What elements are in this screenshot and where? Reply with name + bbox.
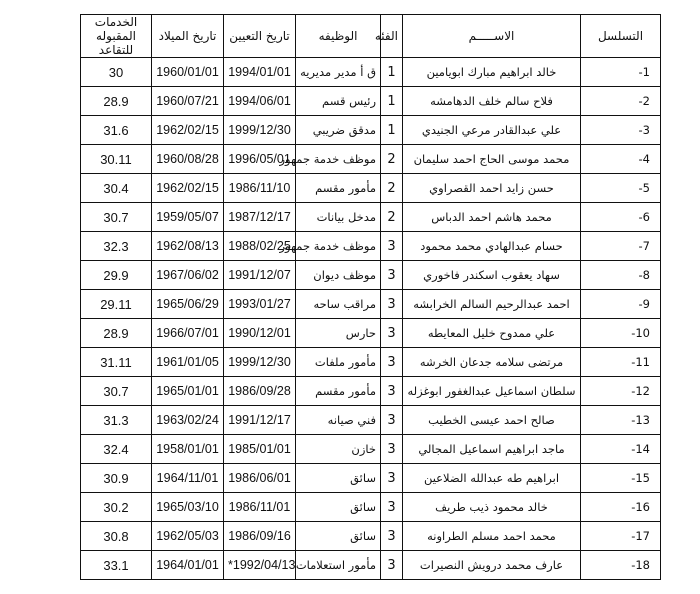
cell-birth-date: 1966/07/01 bbox=[152, 319, 224, 348]
cell-accepted-service: 30.7 bbox=[81, 377, 152, 406]
header-row bbox=[81, 15, 661, 58]
cell-birth-date: 1964/01/01 bbox=[152, 551, 224, 580]
cell-accepted-service: 33.1 bbox=[81, 551, 152, 580]
cell-birth-date: 1960/07/21 bbox=[152, 87, 224, 116]
cell-grade: 1 bbox=[381, 116, 403, 145]
cell-name: صالح احمد عيسى الخطيب bbox=[403, 406, 581, 435]
cell-accepted-service: 31.6 bbox=[81, 116, 152, 145]
cell-appointment-date: 1985/01/01 bbox=[224, 435, 296, 464]
cell-grade: 1 bbox=[381, 58, 403, 87]
table-row bbox=[81, 203, 661, 232]
table-row bbox=[81, 87, 661, 116]
cell-name: سهاد يعقوب اسكندر فاخوري bbox=[403, 261, 581, 290]
cell-seq: -6 bbox=[581, 203, 661, 232]
cell-appointment-date: 1996/05/01 bbox=[224, 145, 296, 174]
cell-name: محمد موسى الحاج احمد سليمان bbox=[403, 145, 581, 174]
header-service-line2: للتقاعد bbox=[98, 43, 134, 57]
table-row bbox=[81, 493, 661, 522]
cell-appointment-date: 1986/11/01 bbox=[224, 493, 296, 522]
cell-job: خازن bbox=[296, 435, 381, 464]
header-name: الاســـــم bbox=[403, 15, 581, 58]
cell-job: مأمور مقسم bbox=[296, 377, 381, 406]
table-row bbox=[81, 348, 661, 377]
cell-seq: -12 bbox=[581, 377, 661, 406]
cell-job: سائق bbox=[296, 522, 381, 551]
cell-appointment-date: 1990/12/01 bbox=[224, 319, 296, 348]
cell-name: خالد محمود ذيب طريف bbox=[403, 493, 581, 522]
cell-grade: 3 bbox=[381, 522, 403, 551]
cell-birth-date: 1960/01/01 bbox=[152, 58, 224, 87]
cell-name: محمد هاشم احمد الدباس bbox=[403, 203, 581, 232]
header-accepted-service bbox=[81, 15, 152, 58]
cell-name: علي ممدوح خليل المعايطه bbox=[403, 319, 581, 348]
cell-job: مأمور استعلامات bbox=[296, 551, 381, 580]
cell-name: ماجد ابراهيم اسماعيل المجالي bbox=[403, 435, 581, 464]
cell-seq: -11 bbox=[581, 348, 661, 377]
cell-name: محمد احمد مسلم الطراونه bbox=[403, 522, 581, 551]
cell-accepted-service: 31.11 bbox=[81, 348, 152, 377]
table-row bbox=[81, 290, 661, 319]
cell-appointment-date: 1991/12/17 bbox=[224, 406, 296, 435]
cell-grade: 3 bbox=[381, 377, 403, 406]
cell-name: سلطان اسماعيل عبدالغفور ابوغزله bbox=[403, 377, 581, 406]
cell-birth-date: 1960/08/28 bbox=[152, 145, 224, 174]
cell-appointment-date: 1994/06/01 bbox=[224, 87, 296, 116]
cell-grade: 3 bbox=[381, 551, 403, 580]
cell-job: مأمور ملفات bbox=[296, 348, 381, 377]
cell-grade: 3 bbox=[381, 348, 403, 377]
cell-seq: -10 bbox=[581, 319, 661, 348]
cell-accepted-service: 32.3 bbox=[81, 232, 152, 261]
table-row bbox=[81, 174, 661, 203]
cell-seq: -15 bbox=[581, 464, 661, 493]
table-body bbox=[81, 58, 661, 580]
cell-birth-date: 1958/01/01 bbox=[152, 435, 224, 464]
cell-seq: -8 bbox=[581, 261, 661, 290]
cell-accepted-service: 30 bbox=[81, 58, 152, 87]
table-row bbox=[81, 435, 661, 464]
cell-name: عارف محمد درويش النصيرات bbox=[403, 551, 581, 580]
cell-appointment-date: 1987/12/17 bbox=[224, 203, 296, 232]
cell-birth-date: 1959/05/07 bbox=[152, 203, 224, 232]
cell-job: مدقق ضريبي bbox=[296, 116, 381, 145]
cell-birth-date: 1967/06/02 bbox=[152, 261, 224, 290]
cell-appointment-date: 1999/12/30 bbox=[224, 116, 296, 145]
cell-birth-date: 1962/02/15 bbox=[152, 116, 224, 145]
cell-appointment-date: 1999/12/30 bbox=[224, 348, 296, 377]
table-row bbox=[81, 522, 661, 551]
table-row bbox=[81, 145, 661, 174]
table-row bbox=[81, 319, 661, 348]
cell-accepted-service: 29.9 bbox=[81, 261, 152, 290]
cell-accepted-service: 30.9 bbox=[81, 464, 152, 493]
cell-name: ابراهيم طه عبدالله الضلاعين bbox=[403, 464, 581, 493]
table-row bbox=[81, 464, 661, 493]
cell-name: حسن زايد احمد القصراوي bbox=[403, 174, 581, 203]
cell-job: فني صيانه bbox=[296, 406, 381, 435]
cell-appointment-date: 1986/06/01 bbox=[224, 464, 296, 493]
cell-birth-date: 1965/03/10 bbox=[152, 493, 224, 522]
cell-name: خالد ابراهيم مبارك ابويامين bbox=[403, 58, 581, 87]
cell-appointment-date: *1992/04/13 bbox=[224, 551, 296, 580]
cell-accepted-service: 30.7 bbox=[81, 203, 152, 232]
retirement-service-table bbox=[80, 14, 661, 580]
cell-grade: 3 bbox=[381, 464, 403, 493]
cell-seq: -5 bbox=[581, 174, 661, 203]
table-row bbox=[81, 116, 661, 145]
cell-birth-date: 1965/01/01 bbox=[152, 377, 224, 406]
cell-accepted-service: 28.9 bbox=[81, 319, 152, 348]
cell-job: ق أ مدير مديريه bbox=[296, 58, 381, 87]
cell-accepted-service: 32.4 bbox=[81, 435, 152, 464]
cell-seq: -7 bbox=[581, 232, 661, 261]
cell-birth-date: 1962/02/15 bbox=[152, 174, 224, 203]
cell-accepted-service: 29.11 bbox=[81, 290, 152, 319]
table-header bbox=[81, 15, 661, 58]
cell-birth-date: 1964/11/01 bbox=[152, 464, 224, 493]
table-row bbox=[81, 406, 661, 435]
cell-grade: 3 bbox=[381, 290, 403, 319]
cell-job: رئيس قسم bbox=[296, 87, 381, 116]
cell-grade: 2 bbox=[381, 174, 403, 203]
cell-grade: 2 bbox=[381, 145, 403, 174]
cell-seq: -18 bbox=[581, 551, 661, 580]
table-row bbox=[81, 551, 661, 580]
header-birth-date: تاريخ الميلاد bbox=[152, 15, 224, 58]
cell-name: مرتضى سلامه جدعان الخرشه bbox=[403, 348, 581, 377]
cell-job: سائق bbox=[296, 464, 381, 493]
header-service-line1: الخدمات المقبوله bbox=[94, 15, 138, 43]
cell-seq: -16 bbox=[581, 493, 661, 522]
cell-seq: -17 bbox=[581, 522, 661, 551]
cell-seq: -9 bbox=[581, 290, 661, 319]
cell-job: موظف ديوان bbox=[296, 261, 381, 290]
table-row bbox=[81, 377, 661, 406]
cell-appointment-date: 1994/01/01 bbox=[224, 58, 296, 87]
cell-job: حارس bbox=[296, 319, 381, 348]
cell-job: موظف خدمة جمهور bbox=[296, 145, 381, 174]
cell-birth-date: 1961/01/05 bbox=[152, 348, 224, 377]
cell-seq: -4 bbox=[581, 145, 661, 174]
cell-seq: -1 bbox=[581, 58, 661, 87]
cell-seq: -14 bbox=[581, 435, 661, 464]
cell-job: موظف خدمة جمهور bbox=[296, 232, 381, 261]
cell-grade: 3 bbox=[381, 435, 403, 464]
cell-accepted-service: 30.11 bbox=[81, 145, 152, 174]
cell-appointment-date: 1993/01/27 bbox=[224, 290, 296, 319]
cell-appointment-date: 1991/12/07 bbox=[224, 261, 296, 290]
cell-birth-date: 1962/08/13 bbox=[152, 232, 224, 261]
cell-job: مراقب ساحه bbox=[296, 290, 381, 319]
cell-grade: 3 bbox=[381, 232, 403, 261]
cell-accepted-service: 28.9 bbox=[81, 87, 152, 116]
cell-birth-date: 1963/02/24 bbox=[152, 406, 224, 435]
header-seq: التسلسل bbox=[581, 15, 661, 58]
cell-job: مدخل بيانات bbox=[296, 203, 381, 232]
cell-grade: 3 bbox=[381, 261, 403, 290]
cell-seq: -2 bbox=[581, 87, 661, 116]
cell-appointment-date: 1986/09/16 bbox=[224, 522, 296, 551]
table-row bbox=[81, 58, 661, 87]
cell-seq: -13 bbox=[581, 406, 661, 435]
cell-grade: 3 bbox=[381, 319, 403, 348]
cell-name: حسام عبدالهادي محمد محمود bbox=[403, 232, 581, 261]
cell-name: علي عبدالقادر مرعي الجنيدي bbox=[403, 116, 581, 145]
cell-accepted-service: 30.2 bbox=[81, 493, 152, 522]
cell-grade: 1 bbox=[381, 87, 403, 116]
header-job: الوظيفه bbox=[296, 15, 381, 58]
cell-name: احمد عبدالرحيم السالم الخرابشه bbox=[403, 290, 581, 319]
cell-appointment-date: 1988/02/25 bbox=[224, 232, 296, 261]
cell-birth-date: 1965/06/29 bbox=[152, 290, 224, 319]
cell-accepted-service: 31.3 bbox=[81, 406, 152, 435]
cell-job: مأمور مقسم bbox=[296, 174, 381, 203]
cell-grade: 2 bbox=[381, 203, 403, 232]
cell-name: فلاح سالم خلف الدهامشه bbox=[403, 87, 581, 116]
header-grade: الفئه bbox=[381, 15, 403, 58]
table-row bbox=[81, 261, 661, 290]
cell-job: سائق bbox=[296, 493, 381, 522]
cell-grade: 3 bbox=[381, 493, 403, 522]
header-appointment-date: تاريخ التعيين bbox=[224, 15, 296, 58]
cell-accepted-service: 30.8 bbox=[81, 522, 152, 551]
cell-accepted-service: 30.4 bbox=[81, 174, 152, 203]
cell-grade: 3 bbox=[381, 406, 403, 435]
table-row bbox=[81, 232, 661, 261]
cell-birth-date: 1962/05/03 bbox=[152, 522, 224, 551]
cell-appointment-date: 1986/11/10 bbox=[224, 174, 296, 203]
cell-seq: -3 bbox=[581, 116, 661, 145]
cell-appointment-date: 1986/09/28 bbox=[224, 377, 296, 406]
